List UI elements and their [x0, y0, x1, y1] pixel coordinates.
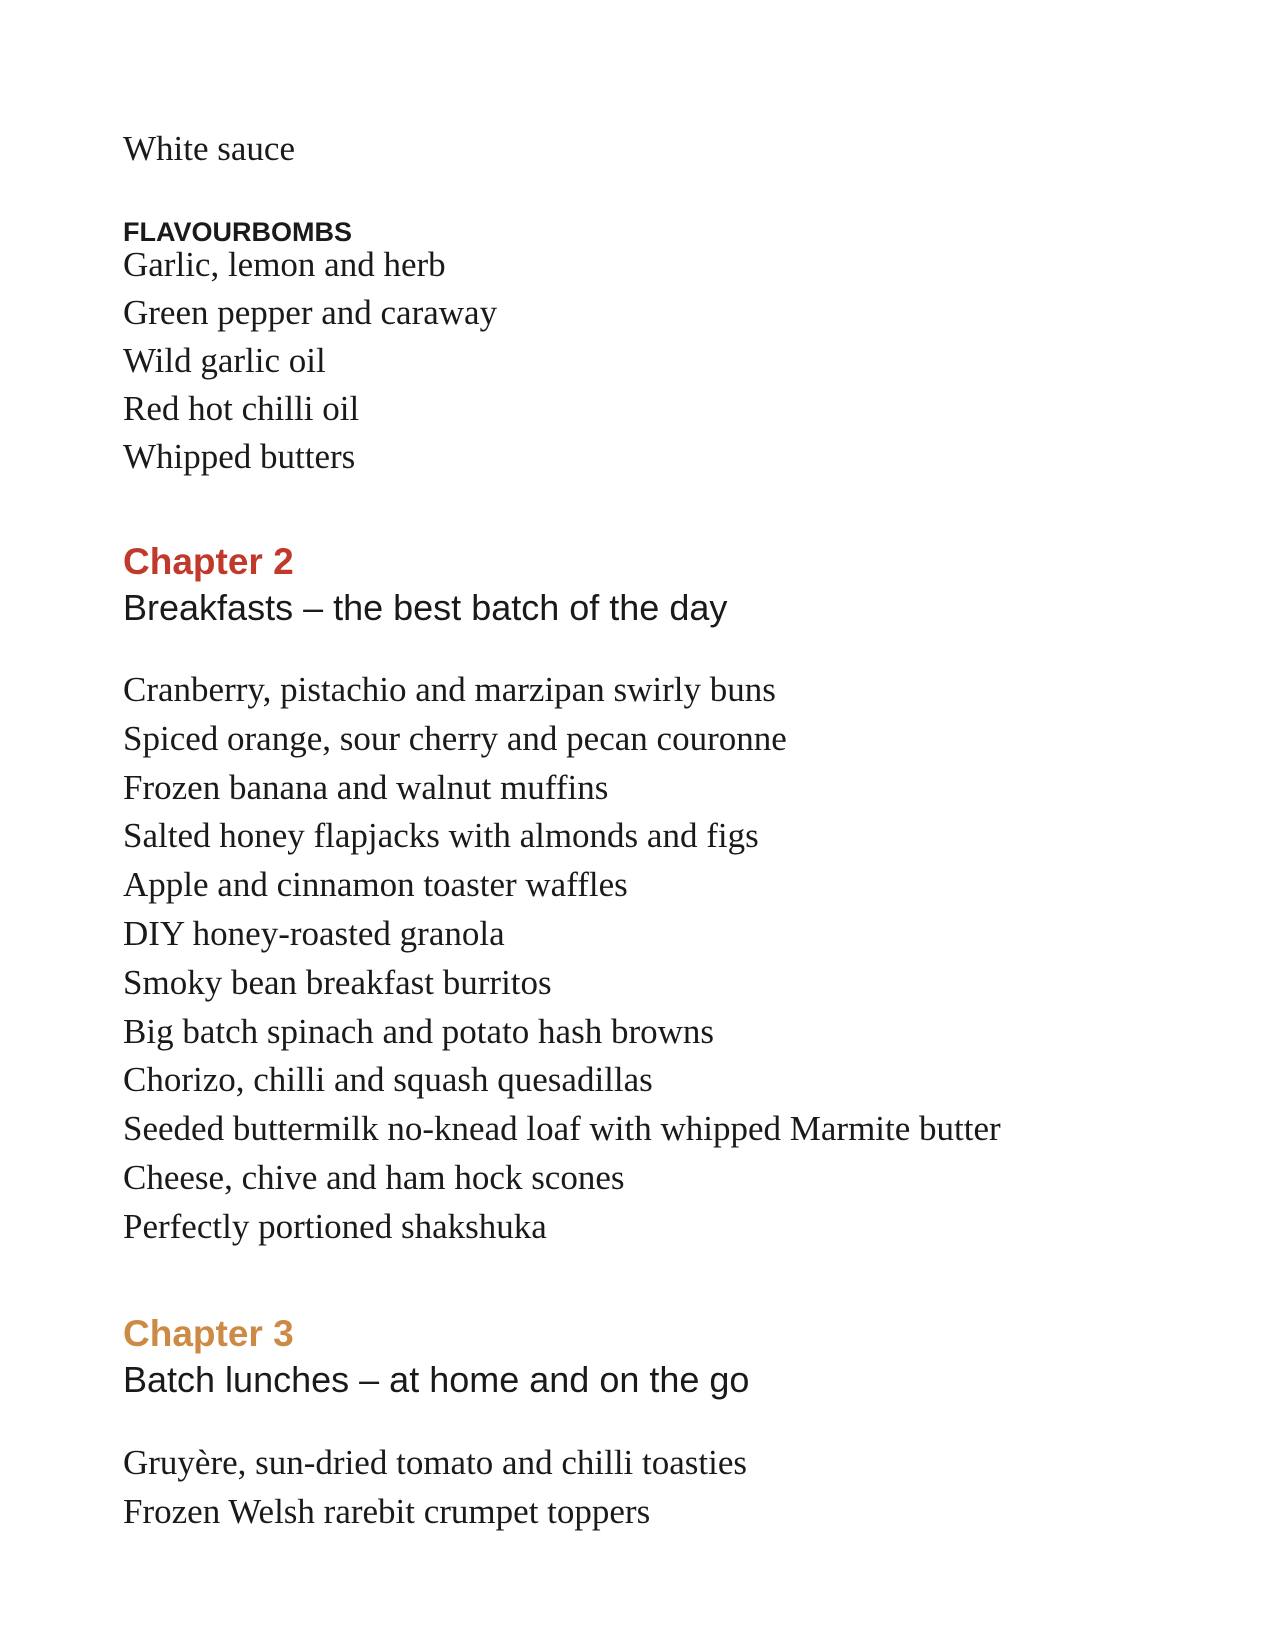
list-item: Apple and cinnamon toaster waffles [123, 865, 628, 905]
list-item: Frozen Welsh rarebit crumpet toppers [123, 1492, 651, 1531]
chapter-3-heading: Chapter 3 [123, 1313, 294, 1354]
list-item: Seeded buttermilk no-knead loaf with whipped Marmite butter [123, 1109, 1001, 1149]
list-item: Cheese, chive and ham hock scones [123, 1157, 625, 1197]
list-item: Frozen banana and walnut muffins [123, 767, 609, 807]
list-item: Green pepper and caraway [123, 293, 498, 332]
list-item: Wild garlic oil [123, 341, 326, 380]
chapter-2-recipe-list [123, 666, 1001, 1252]
list-item: Salted honey flapjacks with almonds and figs [123, 816, 759, 856]
list-item: Cranberry, pistachio and marzipan swirly buns [123, 670, 776, 709]
list-item: Garlic, lemon and herb [123, 245, 446, 284]
list-item: Big batch spinach and potato hash browns [123, 1011, 715, 1051]
list-item: Chorizo, chilli and squash quesadillas [123, 1060, 653, 1100]
list-item: Whipped butters [123, 437, 356, 476]
intro-item: White sauce [123, 129, 295, 168]
flavourbombs-heading: FLAVOURBOMBS [123, 217, 352, 247]
list-item: Perfectly portioned shakshuka [123, 1206, 547, 1246]
chapter-2-heading: Chapter 2 [123, 541, 294, 582]
chapter-3-subtitle: Batch lunches – at home and on the go [123, 1359, 750, 1400]
chapter-3-recipe-list [123, 1438, 747, 1536]
list-item: Smoky bean breakfast burritos [123, 962, 552, 1002]
list-item: Gruyère, sun-dried tomato and chilli toasties [123, 1443, 748, 1482]
chapter-2-subtitle: Breakfasts – the best batch of the day [123, 587, 728, 628]
list-item: DIY honey-roasted granola [123, 913, 505, 953]
list-item: Spiced orange, sour cherry and pecan couronne [123, 718, 787, 758]
list-item: Red hot chilli oil [123, 389, 360, 428]
flavourbombs-list [123, 241, 497, 481]
